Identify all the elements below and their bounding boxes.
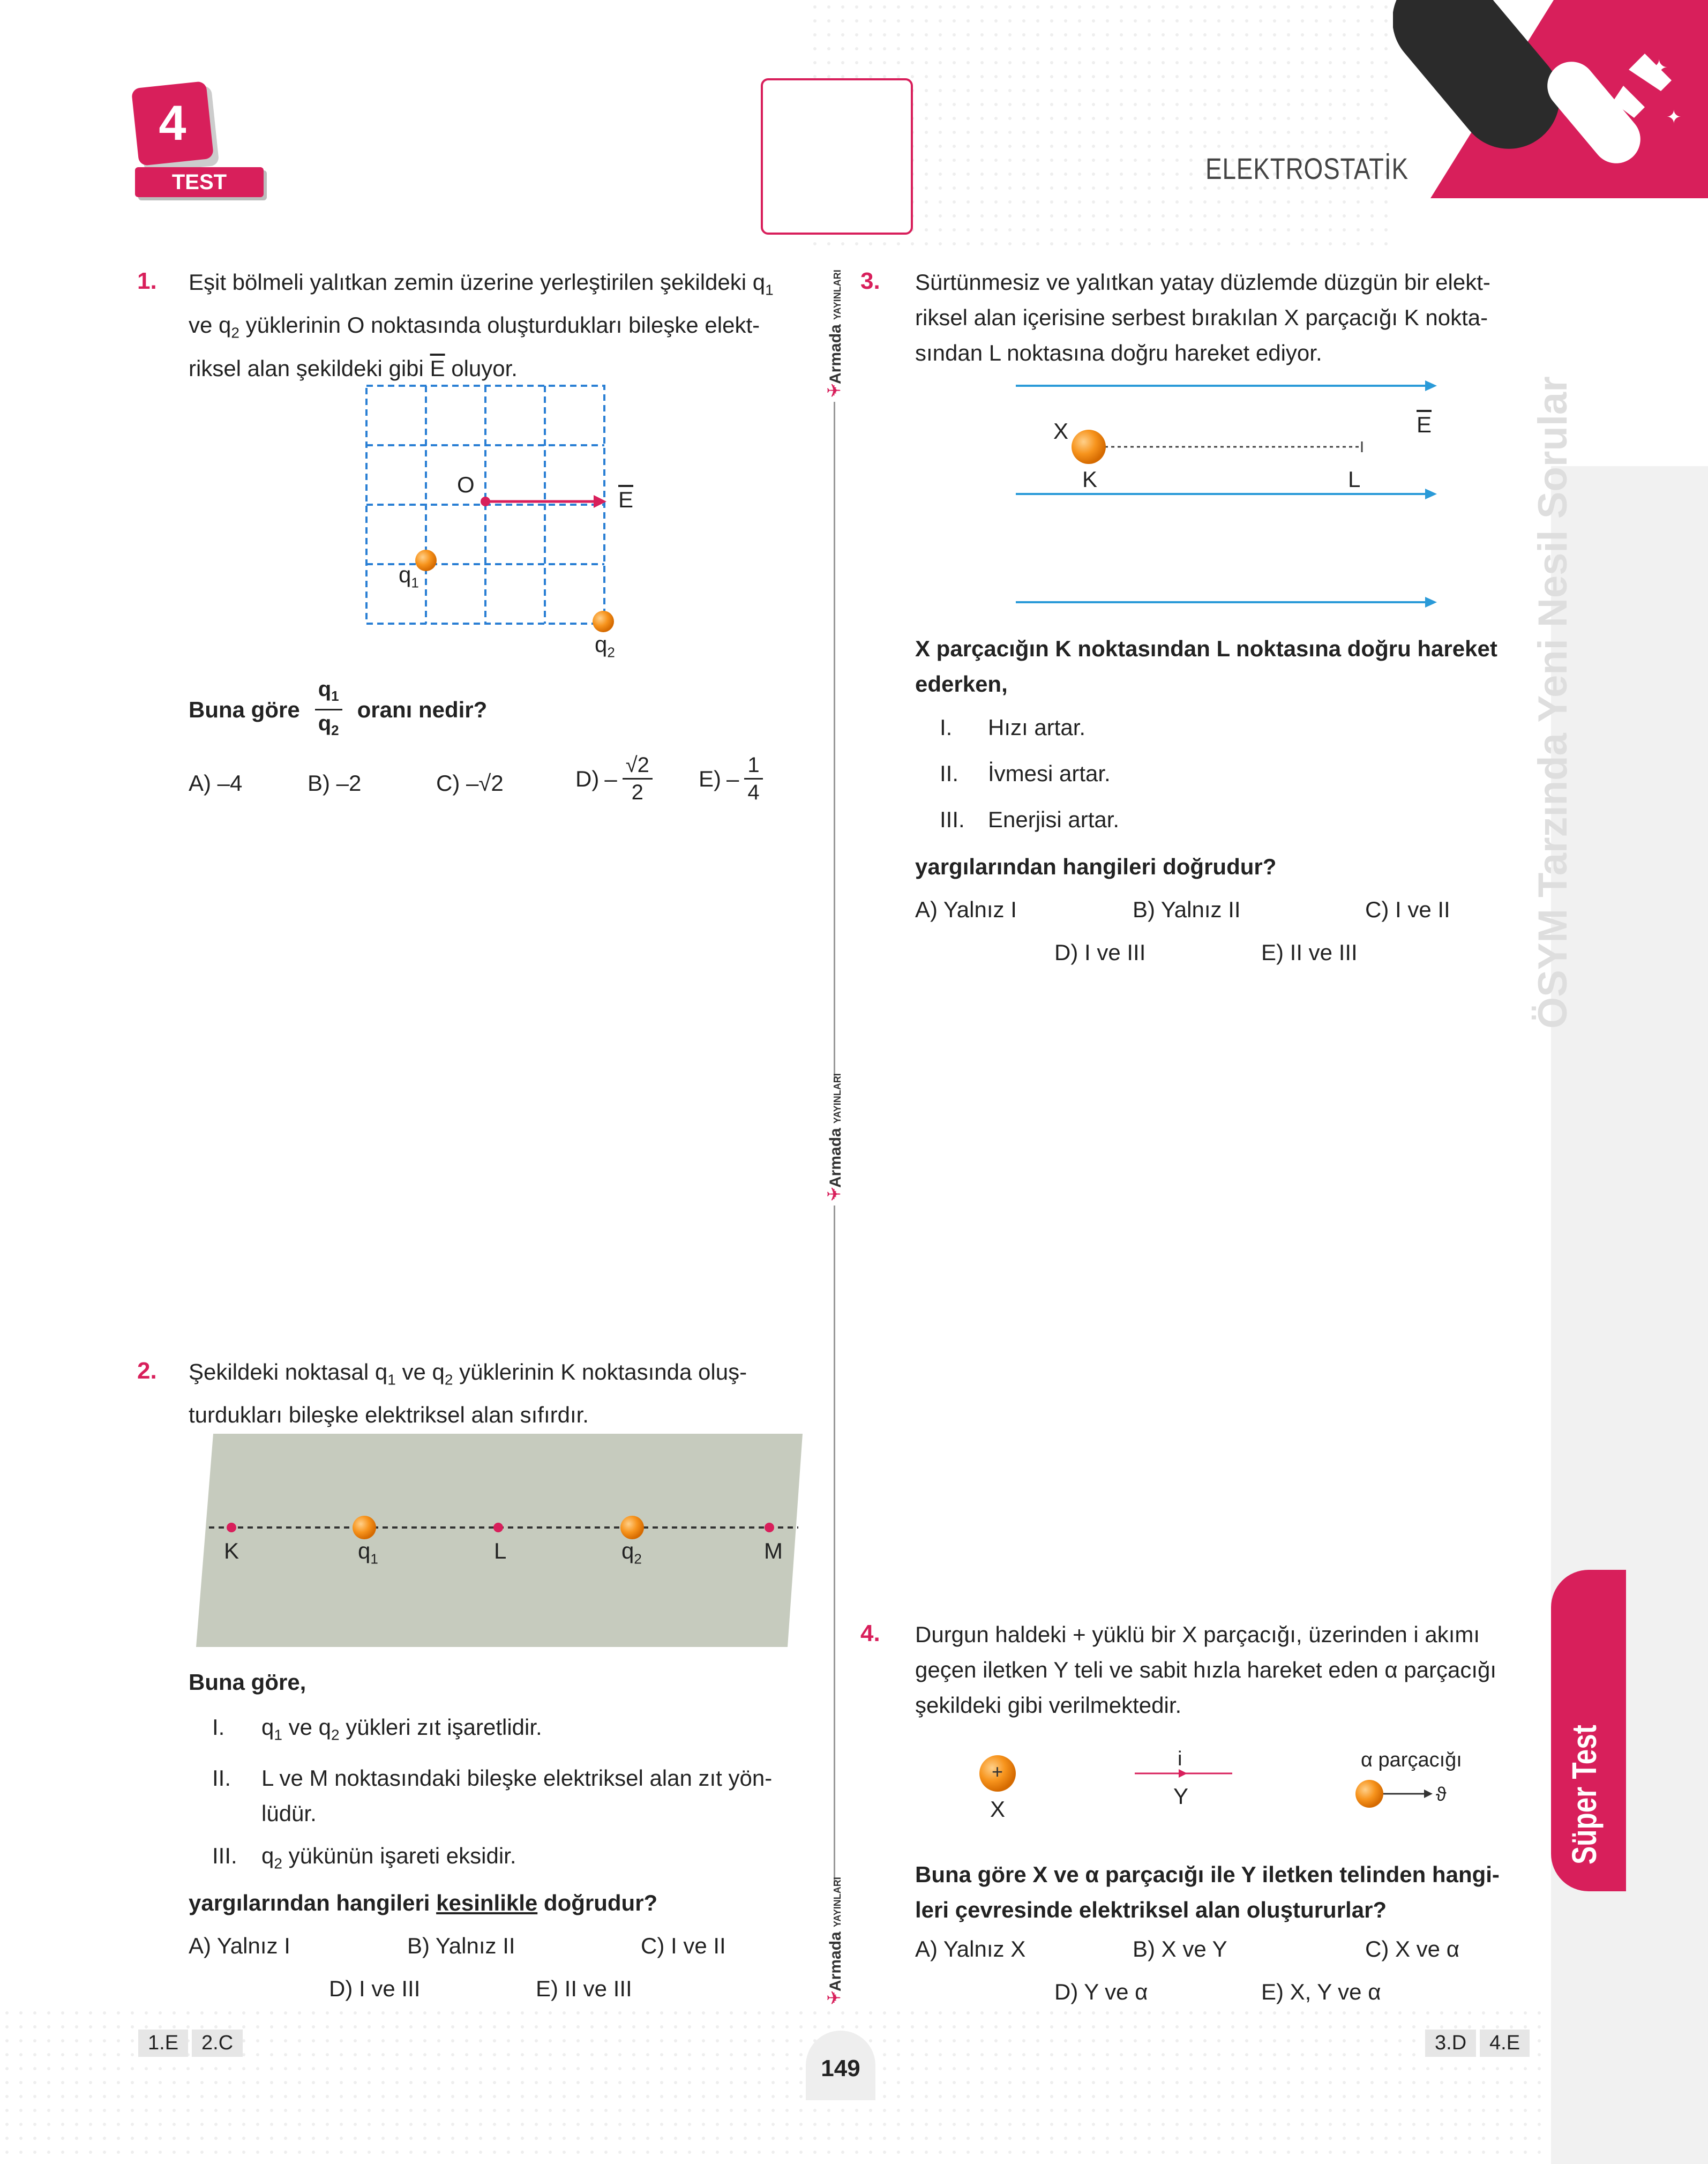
q2-option-a[interactable]: A) Yalnız I — [189, 1933, 290, 1958]
q3-number: 3. — [860, 268, 880, 294]
q2-point-l — [493, 1523, 503, 1532]
q2-label-l: L — [494, 1538, 507, 1563]
q3-option-e[interactable]: E) II ve III — [1261, 940, 1358, 965]
corner-rocket-decoration — [1393, 0, 1708, 198]
q4-option-a[interactable]: A) Yalnız X — [915, 1936, 1026, 1961]
brand-mark-middle: Armada YAYINLARI ✈ — [814, 1082, 857, 1205]
q4-option-c[interactable]: C) X ve α — [1365, 1936, 1459, 1961]
q2-label-q2: $q_2$ — [621, 1538, 642, 1567]
q3-stem: Sürtünmesiz ve yalıtkan yatay düzlemde düzgün bir elekt- riksel alan içerisine serbest bırakılan X parçacığı K nokta- sından L noktasına doğru hareket ediyor. — [915, 269, 1490, 365]
q3-statement-3: III. Enerjisi artar. — [940, 807, 1120, 832]
test-number: 4 — [159, 96, 186, 151]
q3-statement-1: I. Hızı artar. — [940, 715, 1086, 740]
brand-mark-bottom: Armada YAYINLARI ✈ — [814, 1886, 857, 2009]
q3-label-k: K — [1082, 467, 1098, 492]
q1-label-o: O — [457, 472, 475, 497]
q1-stem: Eşit bölmeli yalıtkan zemin üzerine yerleştirilen şekildeki $q_1$ ve $q_2$ yüklerinin O noktasında oluşturdukları bileşke elekt- riksel alan şekildeki gibi $\overline{E}$ oluyor. — [189, 269, 774, 381]
q2-statement-3: III. $q_2$ yükünün işareti eksidir. — [212, 1843, 516, 1872]
q4-alpha-particle — [1355, 1780, 1383, 1808]
q4-option-e[interactable]: E) X, Y ve α — [1261, 1979, 1381, 2004]
q4-label-y: Y — [1173, 1784, 1189, 1809]
q4-option-b[interactable]: B) X ve Y — [1133, 1936, 1227, 1961]
q4-number: 4. — [860, 1620, 880, 1646]
q4-plus-sign: + — [992, 1761, 1003, 1783]
answer-key-3: 3.D — [1425, 2030, 1476, 2057]
side-badge-label: Süper Test — [1565, 1725, 1604, 1865]
q1-option-e[interactable]: E) – $\frac{1}{4}$ — [699, 752, 763, 805]
q1-label-q2: $q_2$ — [595, 632, 615, 661]
q3-option-d[interactable]: D) I ve III — [1054, 940, 1146, 965]
q2-point-k — [227, 1523, 236, 1532]
q2-option-c[interactable]: C) I ve II — [641, 1933, 726, 1958]
q2-label-k: K — [224, 1538, 239, 1563]
q2-closing: yargılarından hangileri kesinlikle doğrudur? — [189, 1890, 658, 1915]
q4-label-x: X — [990, 1796, 1006, 1822]
q4-option-d[interactable]: D) Y ve α — [1054, 1979, 1148, 2004]
q2-statement-2: II. L ve M noktasındaki bileşke elektriksel alan zıt yön- lüdür. — [212, 1765, 773, 1826]
q4-label-velocity: ϑ — [1436, 1783, 1447, 1805]
q3-label-x: X — [1053, 418, 1069, 444]
brand-logo-icon: ✈ — [826, 1185, 842, 1205]
q2-prompt: Buna göre, — [189, 1669, 306, 1695]
q3-label-l: L — [1348, 467, 1361, 492]
q1-option-d[interactable]: D) – $\frac{√2}{2}$ — [575, 752, 653, 805]
brand-logo-icon: ✈ — [826, 381, 842, 401]
q3-particle-x — [1072, 430, 1106, 464]
q4-stem: Durgun haldeki + yüklü bir X parçacığı, üzerinden i akımı geçen iletken Y teli ve sabit hızla hareket eden α parçacığı şekildeki gibi verilmektedir. — [915, 1622, 1497, 1718]
brand-logo-icon: ✈ — [826, 1988, 842, 2009]
q4-label-i: i — [1178, 1748, 1182, 1770]
topic-title: ELEKTROSTATİK — [1205, 152, 1409, 185]
test-badge — [135, 85, 214, 165]
q2-option-d[interactable]: D) I ve III — [329, 1976, 421, 2001]
svg-text:✦: ✦ — [1666, 107, 1682, 128]
q1-grid-figure — [354, 375, 654, 664]
q1-label-q1: $q_1$ — [399, 562, 419, 591]
q2-option-e[interactable]: E) II ve III — [536, 1976, 632, 2001]
header-box — [761, 78, 913, 235]
q1-label-e: $\overline{E}$ — [618, 487, 634, 512]
q1-number: 1. — [137, 268, 157, 294]
q2-point-m — [765, 1523, 774, 1532]
q3-option-c[interactable]: C) I ve II — [1365, 897, 1450, 922]
q3-field-figure — [1013, 375, 1441, 616]
test-label: TEST — [135, 167, 264, 197]
answer-key-2: 2.C — [192, 2030, 243, 2057]
answer-key-4: 4.E — [1480, 2030, 1530, 2057]
q2-stem: Şekildeki noktasal $q_1$ ve $q_2$ yüklerinin K noktasında oluş- turdukları bileşke elektriksel alan sıfırdır. — [189, 1359, 747, 1428]
q2-number: 2. — [137, 1358, 157, 1384]
q1-option-c[interactable]: C) –√2 — [436, 770, 504, 796]
q2-label-q1: $q_1$ — [358, 1538, 378, 1567]
q2-statement-1: I. $q_1$ ve $q_2$ yükleri zıt işaretlidir. — [212, 1714, 542, 1743]
side-title: ÖSYM Tarzında Yeni Nesil Sorular — [1530, 376, 1576, 1029]
q3-option-b[interactable]: B) Yalnız II — [1133, 897, 1241, 922]
q1-option-a[interactable]: A) –4 — [189, 770, 243, 796]
q3-option-a[interactable]: A) Yalnız I — [915, 897, 1017, 922]
q3-closing: yargılarından hangileri doğrudur? — [915, 854, 1277, 879]
q2-option-b[interactable]: B) Yalnız II — [407, 1933, 515, 1958]
q4-label-alpha: α parçacığı — [1361, 1749, 1462, 1771]
q4-prompt: Buna göre X ve α parçacığı ile Y iletken telinden hangi- leri çevresinde elektriksel alan oluştururlar? — [915, 1862, 1500, 1922]
q3-statement-2: II. İvmesi artar. — [940, 761, 1111, 786]
q1-option-b[interactable]: B) –2 — [308, 770, 362, 796]
q3-prompt: X parçacığın K noktasından L noktasına doğru hareket ederken, — [915, 636, 1497, 697]
brand-mark-top: Armada YAYINLARI ✈ — [814, 279, 857, 402]
answer-key-1: 1.E — [138, 2030, 188, 2057]
svg-text:✦: ✦ — [1650, 56, 1668, 80]
q1-prompt: Buna göre $\frac{q_1}{q_2}$ oranı nedir? — [189, 677, 488, 738]
q2-label-m: M — [764, 1538, 783, 1563]
page-number: 149 — [821, 2055, 860, 2081]
q3-label-e: $\overline{E}$ — [1417, 412, 1432, 437]
